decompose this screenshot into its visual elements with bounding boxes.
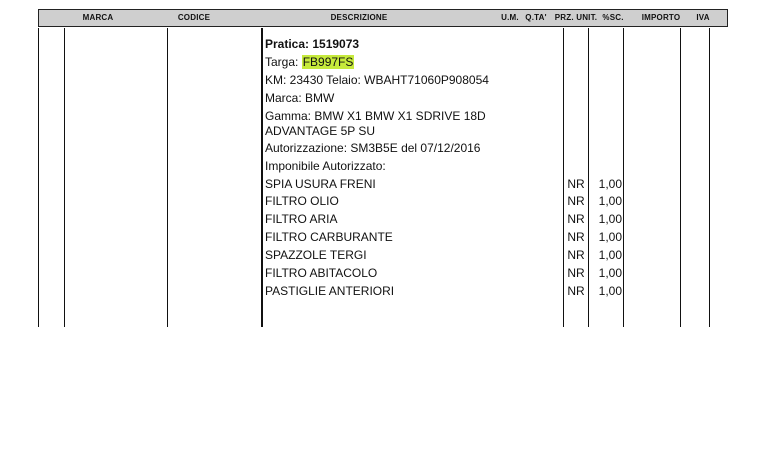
column-divider — [38, 28, 39, 327]
item-um: NR — [567, 230, 585, 244]
targa-line — [265, 53, 354, 71]
column-divider — [563, 28, 564, 327]
col-header-marca: MARCA — [82, 13, 114, 22]
item-descrizione: FILTRO CARBURANTE — [265, 230, 393, 244]
imponibile-line: Imponibile Autorizzato: — [265, 159, 386, 173]
item-qta: 1,00 — [598, 212, 622, 226]
col-header-qta: Q.TA' — [525, 13, 547, 22]
col-header-codice: CODICE — [177, 13, 211, 22]
pratica-label: Pratica: 1519073 — [265, 37, 360, 51]
gamma-line: Gamma: BMW X1 BMW X1 SDRIVE 18D — [265, 109, 486, 123]
item-qta: 1,00 — [598, 177, 622, 191]
item-um: NR — [567, 266, 585, 280]
column-divider — [167, 28, 168, 327]
item-descrizione: FILTRO ABITACOLO — [265, 266, 378, 280]
targa-label: Targa: — [265, 55, 302, 69]
item-um: NR — [567, 248, 585, 262]
item-descrizione: FILTRO ARIA — [265, 212, 338, 226]
km-telaio-line: KM: 23430 Telaio: WBAHT71060P908054 — [265, 73, 489, 87]
column-divider — [623, 28, 624, 327]
item-um: NR — [567, 212, 585, 226]
item-qta: 1,00 — [598, 248, 622, 262]
item-um: NR — [567, 284, 585, 298]
item-descrizione: SPIA USURA FRENI — [265, 177, 376, 191]
marca-line: Marca: BMW — [265, 91, 335, 105]
col-header-prz-unit: PRZ. UNIT. — [554, 13, 598, 22]
col-header-importo: IMPORTO — [641, 13, 681, 22]
item-descrizione: FILTRO OLIO — [265, 194, 339, 208]
col-header-iva: IVA — [696, 13, 710, 22]
item-descrizione: PASTIGLIE ANTERIORI — [265, 284, 395, 298]
item-qta: 1,00 — [598, 266, 622, 280]
item-qta: 1,00 — [598, 194, 622, 208]
item-qta: 1,00 — [598, 284, 622, 298]
column-divider — [588, 28, 589, 327]
item-um: NR — [567, 194, 585, 208]
item-um: NR — [567, 177, 585, 191]
autorizzazione-line: Autorizzazione: SM3B5E del 07/12/2016 — [265, 141, 481, 155]
item-qta: 1,00 — [598, 230, 622, 244]
column-divider — [680, 28, 681, 327]
column-divider — [709, 28, 710, 327]
gamma-line-continued: ADVANTAGE 5P SU — [265, 124, 376, 138]
column-divider — [64, 28, 65, 327]
targa-value: FB997FS — [302, 55, 354, 69]
item-descrizione: SPAZZOLE TERGI — [265, 248, 367, 262]
column-divider — [261, 28, 263, 327]
col-header-descrizione: DESCRIZIONE — [330, 13, 388, 22]
col-header-um: U.M. — [501, 13, 519, 22]
col-header-sconto: %SC. — [602, 13, 624, 22]
table-header — [38, 9, 728, 27]
